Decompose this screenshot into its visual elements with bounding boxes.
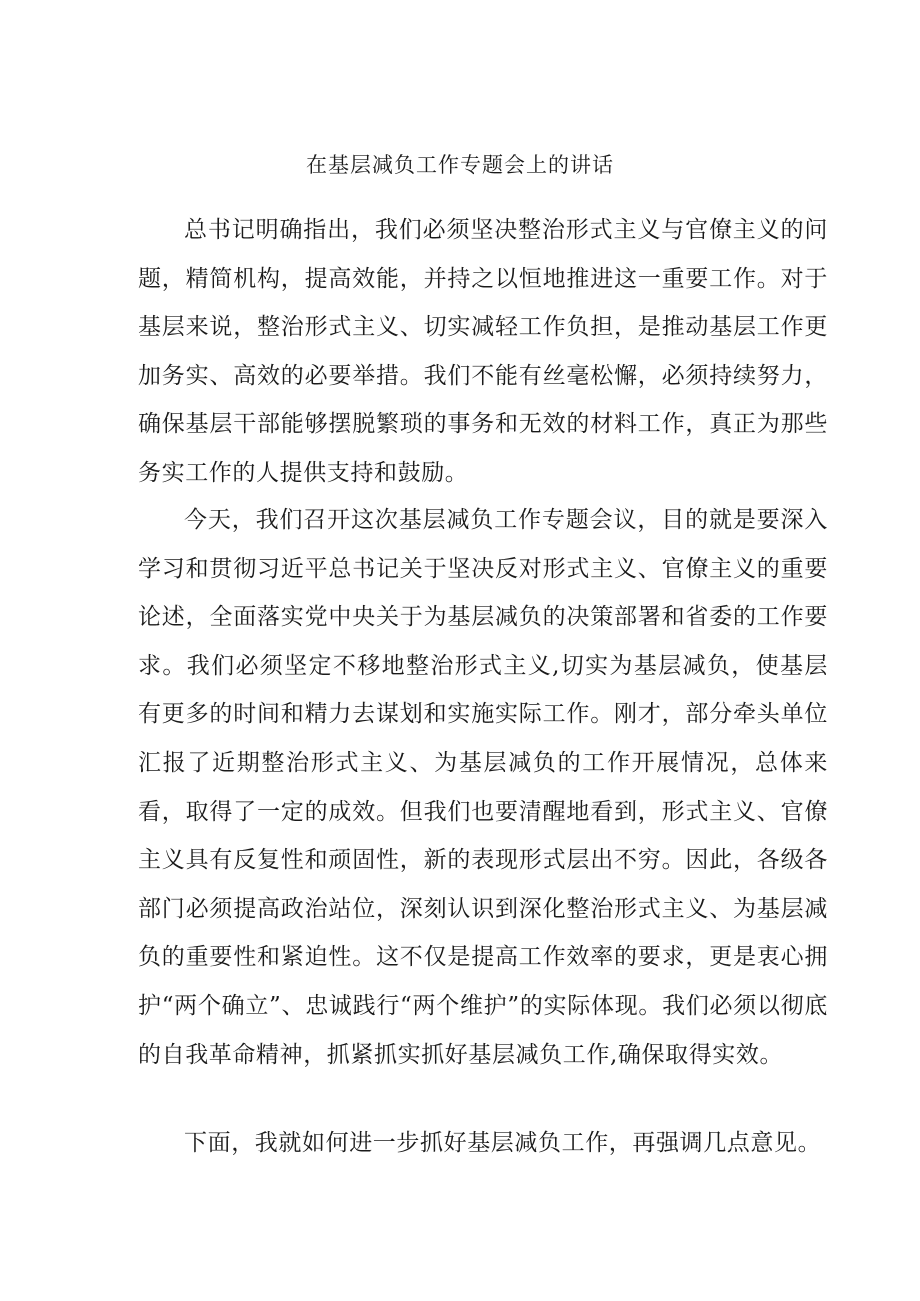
paragraph-2: 今天，我们召开这次基层减负工作专题会议，目的就是要深入学习和贯彻习近平总书记关于坚决反对形式主义、官僚主义的重要论述，全面落实党中央关于为基层减负的决策部署和省委的工作要求。我们必须坚定不移地整治形式主义,切实为基层减负，使基层有更多的时间和精力去谋划和实施实际工作。刚才，部分牵头单位汇报了近期整治形式主义、为基层减负的工作开展情况，总体来看，取得了一定的成效。但我们也要清醒地看到，形式主义、官僚主义具有反复性和顽固性，新的表现形式层出不穷。因此，各级各部门必须提高政治站位，深刻认识到深化整治形式主义、为基层减负的重要性和紧迫性。这不仅是提高工作效率的要求，更是衷心拥护“两个确立”、忠诚践行“两个维护”的实际体现。我们必须以彻底的自我革命精神，抓紧抓实抓好基层减负工作,确保取得实效。 [138,507,828,1068]
document-title: 在基层减负工作专题会上的讲话 [306,153,614,177]
paragraph-1: 总书记明确指出，我们必须坚决整治形式主义与官僚主义的问题，精简机构，提高效能，并持之以恒地推进这一重要工作。对于基层来说，整治形式主义、切实减轻工作负担，是推动基层工作更加务实、高效的必要举措。我们不能有丝毫松懈，必须持续努力，确保基层干部能够摆脱繁琐的事务和无效的材料工作，真正为那些务实工作的人提供支持和鼓励。 [138,217,828,486]
paragraph-3: 下面，我就如何进一步抓好基层减负工作，再强调几点意见。 [184,1130,822,1156]
